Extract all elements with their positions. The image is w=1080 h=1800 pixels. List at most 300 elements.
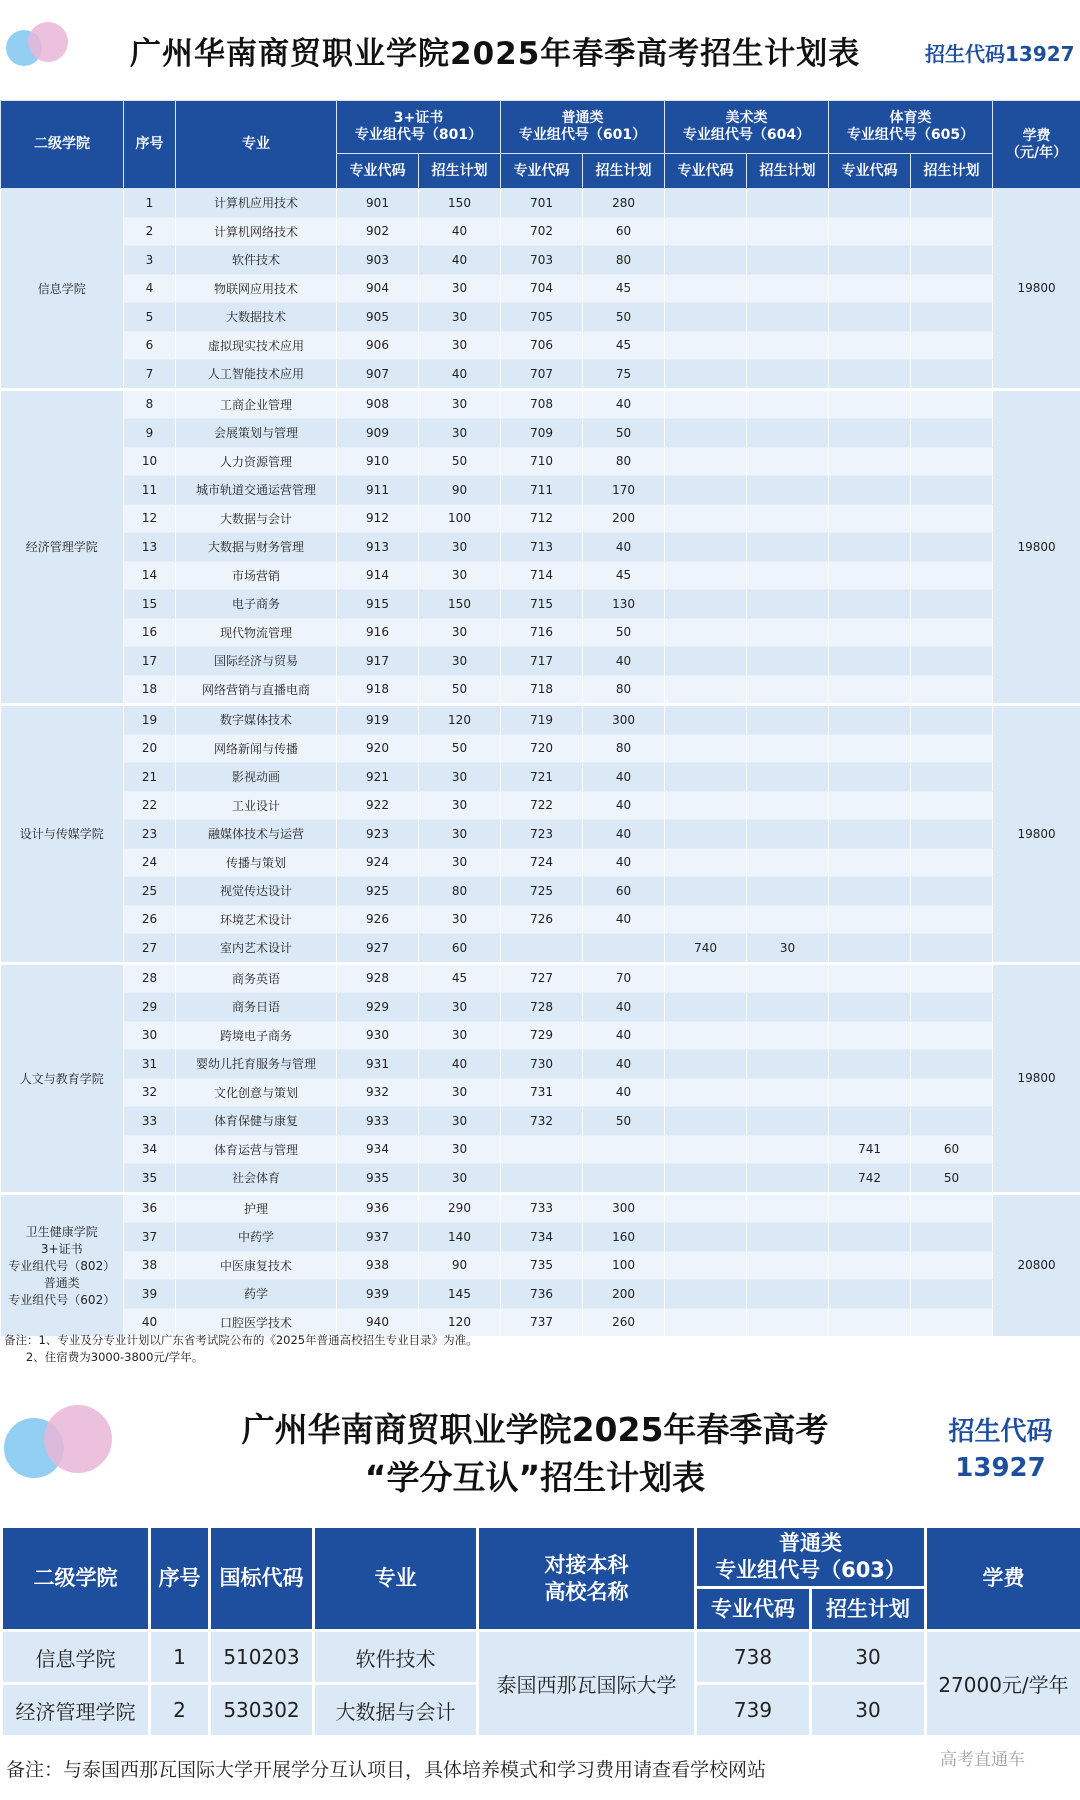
- cell-604-plan: [747, 763, 829, 792]
- cell-major: 现代物流管理: [176, 618, 337, 647]
- header-code: 专业代码: [665, 154, 747, 189]
- header-group-605: 体育类 专业组代号（605）: [829, 101, 993, 154]
- cell-801-code: 931: [337, 1050, 419, 1079]
- cell-601-plan: 200: [583, 1280, 665, 1309]
- cell-605-plan: [911, 419, 993, 448]
- cell-seq: 1: [124, 189, 176, 218]
- cell-major: 融媒体技术与运营: [176, 820, 337, 849]
- cell-601-plan: 280: [583, 189, 665, 218]
- cell-605-plan: [911, 189, 993, 218]
- cell-604-plan: [747, 1078, 829, 1107]
- cell-605-code: [829, 1193, 911, 1223]
- cell-seq: 13: [124, 533, 176, 562]
- cell-801-code: 937: [337, 1223, 419, 1252]
- cell-801-plan: 30: [419, 561, 501, 590]
- cell-801-code: 915: [337, 590, 419, 619]
- header-plan: 招生计划: [911, 154, 993, 189]
- cell-601-code: [501, 1135, 583, 1164]
- table-row: [1, 533, 1080, 562]
- table-row: [1, 905, 1080, 934]
- cell-605-code: [829, 647, 911, 676]
- cell-801-plan: 30: [419, 303, 501, 332]
- header-group-601: 普通类 专业组代号（601）: [501, 101, 665, 154]
- cell-seq: 8: [124, 389, 176, 419]
- cell-major: 社会体育: [176, 1164, 337, 1194]
- cell-601-code: 705: [501, 303, 583, 332]
- cell-801-plan: 30: [419, 1107, 501, 1136]
- cell-seq: 1: [150, 1631, 210, 1684]
- cell-major: 婴幼儿托育服务与管理: [176, 1050, 337, 1079]
- cell-601-code: 717: [501, 647, 583, 676]
- cell-604-code: [665, 1223, 747, 1252]
- table-row: [1, 590, 1080, 619]
- cell-major: 市场营销: [176, 561, 337, 590]
- cell-major: 计算机应用技术: [176, 189, 337, 218]
- cell-604-code: [665, 791, 747, 820]
- cell-801-plan: 140: [419, 1223, 501, 1252]
- cell-601-code: 730: [501, 1050, 583, 1079]
- cell-major: 虚拟现实技术应用: [176, 331, 337, 360]
- cell-seq: 12: [124, 504, 176, 533]
- cell-601-code: 719: [501, 705, 583, 735]
- cell-605-code: [829, 360, 911, 390]
- cell-601-plan: 70: [583, 963, 665, 993]
- cell-604-plan: [747, 303, 829, 332]
- cell-801-plan: 50: [419, 675, 501, 705]
- note-line: 备注：1、专业及分专业计划以广东省考试院公布的《2025年普通高校招生专业目录》为准。: [4, 1333, 478, 1347]
- cell-601-code: 721: [501, 763, 583, 792]
- cell-seq: 4: [124, 274, 176, 303]
- cell-601-plan: 300: [583, 1193, 665, 1223]
- cell-604-code: 740: [665, 934, 747, 964]
- cell-605-plan: [911, 447, 993, 476]
- cell-605-plan: [911, 331, 993, 360]
- cell-601-code: [501, 1164, 583, 1194]
- header-code: 专业代码: [696, 1588, 811, 1631]
- cell-601-plan: 40: [583, 1050, 665, 1079]
- cell-604-code: [665, 993, 747, 1022]
- cell-604-plan: [747, 848, 829, 877]
- cell-major: 软件技术: [176, 246, 337, 275]
- header-group-604: 美术类 专业组代号（604）: [665, 101, 829, 154]
- cell-601-plan: 40: [583, 1078, 665, 1107]
- cell-605-plan: [911, 647, 993, 676]
- cell-fee: 19800: [993, 389, 1080, 705]
- cell-604-plan: [747, 246, 829, 275]
- cell-seq: 26: [124, 905, 176, 934]
- table-row: [1, 1280, 1080, 1309]
- enroll-code-2: 招生代码 13927: [948, 1417, 1053, 1483]
- cell-801-code: 903: [337, 246, 419, 275]
- table-row: [1, 675, 1080, 705]
- table-row: [1, 274, 1080, 303]
- header-plan: 招生计划: [583, 154, 665, 189]
- header-code: 专业代码: [501, 154, 583, 189]
- cell-604-code: [665, 360, 747, 390]
- cell-601-code: 714: [501, 561, 583, 590]
- page-title-2: 广州华南商贸职业学院2025年春季高考 “学分互认”招生计划表: [241, 1410, 829, 1497]
- cell-college: 信息学院: [2, 1631, 150, 1684]
- cell-major: 大数据技术: [176, 303, 337, 332]
- cell-604-code: [665, 1050, 747, 1079]
- cell-801-code: 933: [337, 1107, 419, 1136]
- cell-605-code: [829, 476, 911, 505]
- header-seq: 序号: [150, 1527, 210, 1631]
- cell-seq: 17: [124, 647, 176, 676]
- cell-604-plan: [747, 504, 829, 533]
- cell-605-code: [829, 1223, 911, 1252]
- cell-major: 物联网应用技术: [176, 274, 337, 303]
- cell-801-plan: 30: [419, 389, 501, 419]
- cell-seq: 2: [124, 217, 176, 246]
- cell-605-code: [829, 533, 911, 562]
- cell-801-plan: 50: [419, 734, 501, 763]
- cell-601-code: 712: [501, 504, 583, 533]
- cell-seq: 6: [124, 331, 176, 360]
- cell-601-code: 728: [501, 993, 583, 1022]
- cell-601-code: 702: [501, 217, 583, 246]
- table-row: [1, 963, 1080, 993]
- cell-604-code: [665, 303, 747, 332]
- cell-605-code: 742: [829, 1164, 911, 1194]
- table-row: [1, 561, 1080, 590]
- cell-604-code: [665, 476, 747, 505]
- cell-604-plan: [747, 331, 829, 360]
- cell-605-plan: [911, 1107, 993, 1136]
- header-code: 专业代码: [337, 154, 419, 189]
- cell-604-plan: [747, 1050, 829, 1079]
- cell-604-plan: 30: [747, 934, 829, 964]
- cell-605-plan: [911, 389, 993, 419]
- cell-801-code: 934: [337, 1135, 419, 1164]
- cell-601-plan: 160: [583, 1223, 665, 1252]
- cell-major: 室内艺术设计: [176, 934, 337, 964]
- cell-604-plan: [747, 1135, 829, 1164]
- cell-604-plan: [747, 705, 829, 735]
- cell-801-code: 929: [337, 993, 419, 1022]
- cell-605-code: [829, 274, 911, 303]
- cell-801-plan: 40: [419, 246, 501, 275]
- cell-601-plan: 40: [583, 763, 665, 792]
- cell-major: 会展策划与管理: [176, 419, 337, 448]
- cell-major: 城市轨道交通运营管理: [176, 476, 337, 505]
- table-row: [1, 476, 1080, 505]
- cell-seq: 22: [124, 791, 176, 820]
- table-row: [1, 993, 1080, 1022]
- cell-seq: 19: [124, 705, 176, 735]
- cell-801-code: 905: [337, 303, 419, 332]
- cell-605-plan: [911, 476, 993, 505]
- cell-605-plan: [911, 360, 993, 390]
- cell-601-plan: 40: [583, 1021, 665, 1050]
- cell-604-code: [665, 848, 747, 877]
- cell-801-plan: 30: [419, 533, 501, 562]
- table-row: [1, 1223, 1080, 1252]
- cell-major: 人力资源管理: [176, 447, 337, 476]
- cell-601-plan: 60: [583, 217, 665, 246]
- cell-code: 738: [696, 1631, 811, 1684]
- enroll-code: 招生代码13927: [925, 42, 1075, 66]
- header-college: 二级学院: [2, 1527, 150, 1631]
- cell-college: 卫生健康学院 3+证书 专业组代号（802） 普通类 专业组代号（602）: [1, 1193, 124, 1338]
- cell-605-code: 741: [829, 1135, 911, 1164]
- cell-major: 大数据与会计: [176, 504, 337, 533]
- cell-605-plan: [911, 1050, 993, 1079]
- cell-801-plan: 40: [419, 217, 501, 246]
- cell-fee: 20800: [993, 1193, 1080, 1338]
- cell-601-plan: 40: [583, 533, 665, 562]
- cell-605-code: [829, 419, 911, 448]
- cell-605-code: [829, 1107, 911, 1136]
- cell-major: 体育保健与康复: [176, 1107, 337, 1136]
- cell-605-plan: [911, 217, 993, 246]
- header-std-code: 国标代码: [210, 1527, 314, 1631]
- cell-801-plan: 30: [419, 274, 501, 303]
- cell-605-plan: [911, 820, 993, 849]
- cell-601-plan: 45: [583, 331, 665, 360]
- cell-604-plan: [747, 618, 829, 647]
- cell-801-code: 921: [337, 763, 419, 792]
- cell-604-plan: [747, 1223, 829, 1252]
- cell-major: 计算机网络技术: [176, 217, 337, 246]
- cell-605-plan: [911, 993, 993, 1022]
- cell-601-plan: 80: [583, 447, 665, 476]
- cell-801-code: 906: [337, 331, 419, 360]
- cell-601-code: 718: [501, 675, 583, 705]
- cell-604-code: [665, 189, 747, 218]
- cell-605-plan: [911, 303, 993, 332]
- cell-601-code: 726: [501, 905, 583, 934]
- cell-801-code: 917: [337, 647, 419, 676]
- cell-604-code: [665, 763, 747, 792]
- table-row: [1, 647, 1080, 676]
- cell-601-plan: 170: [583, 476, 665, 505]
- cell-604-plan: [747, 217, 829, 246]
- cell-fee: 19800: [993, 189, 1080, 390]
- bubble-decoration-icon: [44, 1405, 112, 1473]
- cell-801-plan: 90: [419, 476, 501, 505]
- cell-601-code: 711: [501, 476, 583, 505]
- cell-801-plan: 45: [419, 963, 501, 993]
- cell-604-plan: [747, 389, 829, 419]
- cell-605-code: [829, 820, 911, 849]
- header-seq: 序号: [124, 101, 176, 189]
- cell-801-code: 919: [337, 705, 419, 735]
- cell-605-code: [829, 504, 911, 533]
- cell-college: 经济管理学院: [2, 1684, 150, 1737]
- cell-605-plan: [911, 1078, 993, 1107]
- cell-801-plan: 30: [419, 820, 501, 849]
- header-code: 专业代码: [829, 154, 911, 189]
- cell-801-code: 922: [337, 791, 419, 820]
- cell-605-plan: 50: [911, 1164, 993, 1194]
- cell-801-code: 920: [337, 734, 419, 763]
- cell-604-plan: [747, 1021, 829, 1050]
- cell-801-plan: 30: [419, 848, 501, 877]
- cell-604-plan: [747, 905, 829, 934]
- cell-801-plan: 30: [419, 1135, 501, 1164]
- cell-801-plan: 30: [419, 647, 501, 676]
- cell-604-code: [665, 1193, 747, 1223]
- cell-601-code: 724: [501, 848, 583, 877]
- cell-seq: 9: [124, 419, 176, 448]
- cell-code: 739: [696, 1684, 811, 1737]
- cell-605-code: [829, 1078, 911, 1107]
- cell-801-code: 932: [337, 1078, 419, 1107]
- cell-605-code: [829, 1021, 911, 1050]
- table-row: [1, 763, 1080, 792]
- header-major: 专业: [314, 1527, 478, 1631]
- cell-601-plan: [583, 1135, 665, 1164]
- cell-601-plan: 40: [583, 389, 665, 419]
- cell-major: 大数据与财务管理: [176, 533, 337, 562]
- cell-605-plan: [911, 905, 993, 934]
- cell-seq: 40: [124, 1308, 176, 1338]
- cell-601-code: 707: [501, 360, 583, 390]
- cell-seq: 20: [124, 734, 176, 763]
- cell-605-code: [829, 447, 911, 476]
- cell-major: 体育运营与管理: [176, 1135, 337, 1164]
- cell-604-plan: [747, 447, 829, 476]
- cell-601-plan: 75: [583, 360, 665, 390]
- cell-605-plan: [911, 1021, 993, 1050]
- cell-801-code: 911: [337, 476, 419, 505]
- cell-601-code: 701: [501, 189, 583, 218]
- cell-major: 口腔医学技术: [176, 1308, 337, 1338]
- cell-601-code: 706: [501, 331, 583, 360]
- table-row: [1, 389, 1080, 419]
- cell-801-plan: 120: [419, 705, 501, 735]
- cell-seq: 27: [124, 934, 176, 964]
- cell-seq: 37: [124, 1223, 176, 1252]
- cell-major: 环境艺术设计: [176, 905, 337, 934]
- cell-seq: 31: [124, 1050, 176, 1079]
- cell-601-code: 733: [501, 1193, 583, 1223]
- header-1: [0, 0, 1080, 100]
- cell-605-code: [829, 877, 911, 906]
- cell-college: 经济管理学院: [1, 389, 124, 705]
- cell-partner: 泰国西那瓦国际大学: [478, 1631, 696, 1737]
- cell-seq: 7: [124, 360, 176, 390]
- cell-604-code: [665, 1107, 747, 1136]
- cell-801-plan: 60: [419, 934, 501, 964]
- cell-801-code: 940: [337, 1308, 419, 1338]
- cell-801-plan: 30: [419, 905, 501, 934]
- cell-605-code: [829, 246, 911, 275]
- table-row: [1, 934, 1080, 964]
- table-row: [1, 1135, 1080, 1164]
- cell-601-code: 710: [501, 447, 583, 476]
- cell-601-plan: 40: [583, 993, 665, 1022]
- cell-604-code: [665, 447, 747, 476]
- cell-605-code: [829, 905, 911, 934]
- cell-601-code: 704: [501, 274, 583, 303]
- cell-601-code: 725: [501, 877, 583, 906]
- cell-601-code: 732: [501, 1107, 583, 1136]
- cell-major: 中药学: [176, 1223, 337, 1252]
- cell-601-code: 723: [501, 820, 583, 849]
- table-row: [1, 419, 1080, 448]
- cell-605-plan: [911, 533, 993, 562]
- cell-major: 网络新闻与传播: [176, 734, 337, 763]
- cell-seq: 28: [124, 963, 176, 993]
- cell-seq: 15: [124, 590, 176, 619]
- cell-601-code: 722: [501, 791, 583, 820]
- cell-605-plan: 60: [911, 1135, 993, 1164]
- cell-major: 药学: [176, 1280, 337, 1309]
- table-row: [1, 1078, 1080, 1107]
- cell-601-code: 729: [501, 1021, 583, 1050]
- cell-601-plan: 40: [583, 647, 665, 676]
- cell-std-code: 530302: [210, 1684, 314, 1737]
- cell-605-plan: [911, 763, 993, 792]
- cell-seq: 39: [124, 1280, 176, 1309]
- cell-604-plan: [747, 675, 829, 705]
- cell-801-plan: 40: [419, 1050, 501, 1079]
- cell-605-code: [829, 993, 911, 1022]
- cell-601-code: 709: [501, 419, 583, 448]
- cell-605-plan: [911, 561, 993, 590]
- cell-801-plan: 30: [419, 993, 501, 1022]
- table-row: [1, 1193, 1080, 1223]
- cell-fee: 19800: [993, 963, 1080, 1193]
- cell-601-plan: 45: [583, 274, 665, 303]
- cell-601-code: 720: [501, 734, 583, 763]
- cell-801-code: 939: [337, 1280, 419, 1309]
- cell-605-plan: [911, 791, 993, 820]
- cell-604-code: [665, 590, 747, 619]
- table-row: [1, 1050, 1080, 1079]
- cell-605-plan: [911, 590, 993, 619]
- cell-605-code: [829, 389, 911, 419]
- table-row: [1, 360, 1080, 390]
- table-row: [1, 504, 1080, 533]
- cell-801-plan: 30: [419, 791, 501, 820]
- cell-college: 人文与教育学院: [1, 963, 124, 1193]
- table-row: [1, 1164, 1080, 1194]
- cell-604-code: [665, 905, 747, 934]
- cell-801-plan: 150: [419, 590, 501, 619]
- cell-801-code: 927: [337, 934, 419, 964]
- cell-601-plan: 260: [583, 1308, 665, 1338]
- cell-604-code: [665, 1078, 747, 1107]
- cell-605-code: [829, 934, 911, 964]
- cell-801-code: 918: [337, 675, 419, 705]
- cell-801-code: 913: [337, 533, 419, 562]
- cell-604-plan: [747, 274, 829, 303]
- cell-major: 人工智能技术应用: [176, 360, 337, 390]
- cell-604-code: [665, 1164, 747, 1194]
- cell-605-plan: [911, 675, 993, 705]
- cell-801-code: 909: [337, 419, 419, 448]
- header-plan: 招生计划: [747, 154, 829, 189]
- cell-601-plan: [583, 934, 665, 964]
- cell-801-code: 914: [337, 561, 419, 590]
- cell-seq: 21: [124, 763, 176, 792]
- cell-604-plan: [747, 734, 829, 763]
- cell-601-plan: 200: [583, 504, 665, 533]
- table-row: [1, 447, 1080, 476]
- cell-601-plan: 40: [583, 791, 665, 820]
- cell-604-plan: [747, 189, 829, 218]
- cell-604-code: [665, 647, 747, 676]
- cell-604-plan: [747, 877, 829, 906]
- cell-605-plan: [911, 246, 993, 275]
- table-body: [1, 189, 1080, 1338]
- note-line: 2、住宿费为3000-3800元/学年。: [4, 1350, 204, 1364]
- cell-604-plan: [747, 791, 829, 820]
- cell-601-plan: 130: [583, 590, 665, 619]
